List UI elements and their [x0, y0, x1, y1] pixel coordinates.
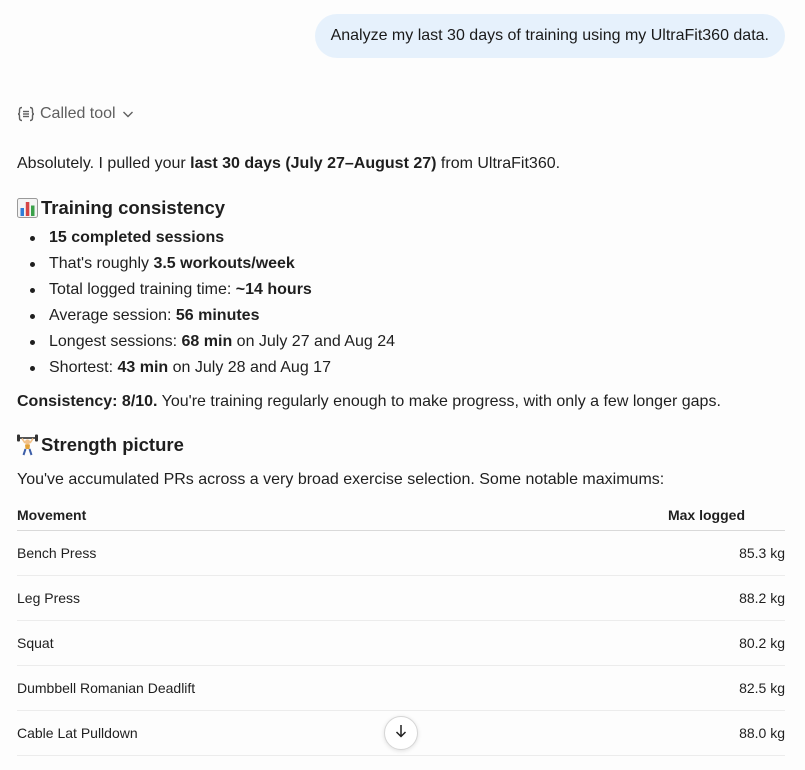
max-cell: 85.3 kg — [481, 530, 785, 575]
strength-heading-text: Strength picture — [41, 434, 184, 455]
list-item: Average session: 56 minutes — [17, 303, 785, 329]
chevron-down-icon — [121, 107, 135, 121]
movement-cell: Bench Press — [17, 530, 481, 575]
movement-cell: Dumbbell Romanian Deadlift — [17, 665, 481, 710]
consistency-list — [17, 225, 785, 381]
intro-date-range: last 30 days (July 27–August 27) — [190, 155, 437, 172]
strength-heading — [17, 432, 785, 458]
table-row — [17, 575, 785, 620]
table-row — [17, 665, 785, 710]
max-cell: 80.2 kg — [481, 620, 785, 665]
table-row — [17, 530, 785, 575]
assistant-response — [17, 152, 785, 756]
list-item: Longest sessions: 68 min on July 27 and Aug 24 — [17, 329, 785, 355]
max-cell: 82.5 kg — [481, 665, 785, 710]
consistency-heading — [17, 195, 785, 221]
max-cell: 88.0 kg — [481, 710, 785, 755]
called-tool-label: Called tool — [40, 105, 116, 122]
movement-cell: Cable Lat Pulldown — [17, 710, 481, 755]
movement-cell: Squat — [17, 620, 481, 665]
consistency-score: Consistency: 8/10. — [17, 393, 158, 410]
max-cell: 88.2 kg — [481, 575, 785, 620]
list-item: Shortest: 43 min on July 28 and Aug 17 — [17, 355, 785, 381]
consistency-verdict — [17, 390, 785, 414]
intro-text-start: Absolutely. I pulled your — [17, 155, 191, 172]
movement-cell: Leg Press — [17, 575, 481, 620]
list-item: 15 completed sessions — [17, 225, 785, 251]
consistency-verdict-text: You're training regularly enough to make progress, with only a few longer gaps. — [157, 393, 721, 410]
bar-chart-emoji — [17, 197, 38, 219]
max-logged-column-header: Max logged — [481, 500, 785, 530]
intro-paragraph — [17, 152, 785, 176]
list-item: That's roughly 3.5 workouts/week — [17, 251, 785, 277]
list-item: Total logged training time: ~14 hours — [17, 277, 785, 303]
user-message-bubble — [315, 14, 785, 58]
weightlifter-emoji — [17, 434, 38, 456]
strength-paragraph: You've accumulated PRs across a very broad exercise selection. Some notable maximums: — [17, 471, 665, 488]
intro-text-end: from UltraFit360. — [436, 155, 561, 172]
arrow-down-icon — [393, 723, 409, 744]
movement-column-header: Movement — [17, 500, 481, 530]
consistency-heading-text: Training consistency — [41, 197, 226, 218]
called-tool-toggle[interactable] — [17, 104, 135, 124]
user-message-text: Analyze my last 30 days of training using my UltraFit360 data. — [330, 27, 769, 44]
braces-list-icon — [17, 106, 35, 122]
table-header-row — [17, 500, 785, 530]
scroll-to-bottom-button[interactable] — [384, 716, 418, 750]
table-row — [17, 620, 785, 665]
